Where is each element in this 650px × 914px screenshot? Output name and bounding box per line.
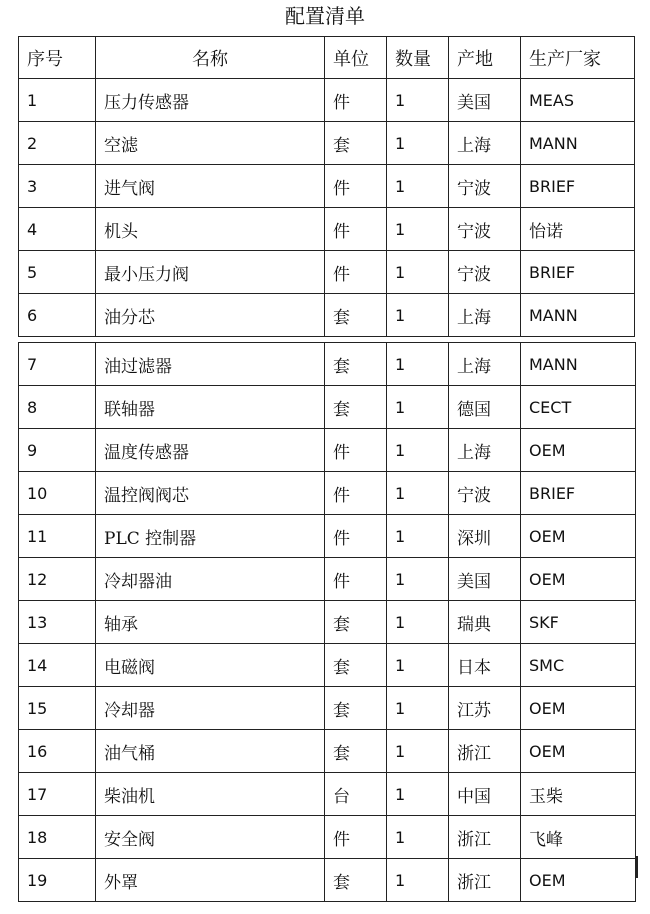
- cell-unit: 套: [325, 859, 387, 902]
- cell-index: 14: [19, 644, 96, 687]
- table-row: [19, 730, 636, 773]
- cell-unit: 件: [325, 251, 387, 294]
- header-qty: 数量: [387, 37, 449, 79]
- cell-name: 最小压力阀: [96, 251, 325, 294]
- cell-qty: 1: [387, 79, 449, 122]
- cell-maker: BRIEF: [521, 251, 635, 294]
- table-row: [19, 79, 635, 122]
- table-row: [19, 472, 636, 515]
- table-row: [19, 208, 635, 251]
- cell-index: 2: [19, 122, 96, 165]
- cell-unit: 件: [325, 429, 387, 472]
- cell-index: 15: [19, 687, 96, 730]
- cell-name: PLC 控制器: [96, 515, 325, 558]
- cell-origin: 深圳: [449, 515, 521, 558]
- table-row: [19, 251, 635, 294]
- cell-maker: BRIEF: [521, 165, 635, 208]
- header-index: 序号: [19, 37, 96, 79]
- cell-name: 冷却器油: [96, 558, 325, 601]
- cell-index: 10: [19, 472, 96, 515]
- cell-origin: 上海: [449, 122, 521, 165]
- cell-qty: 1: [387, 730, 449, 773]
- cell-index: 19: [19, 859, 96, 902]
- cell-qty: 1: [387, 429, 449, 472]
- cell-maker: OEM: [521, 687, 636, 730]
- cell-unit: 套: [325, 294, 387, 337]
- cell-name: 联轴器: [96, 386, 325, 429]
- config-table-part-2: [18, 342, 636, 902]
- table-row: [19, 429, 636, 472]
- cell-name: 电磁阀: [96, 644, 325, 687]
- cell-qty: 1: [387, 208, 449, 251]
- cell-unit: 套: [325, 644, 387, 687]
- cell-index: 17: [19, 773, 96, 816]
- cell-qty: 1: [387, 773, 449, 816]
- table-row: [19, 687, 636, 730]
- cell-maker: 玉柴: [521, 773, 636, 816]
- cell-name: 空滤: [96, 122, 325, 165]
- cell-qty: 1: [387, 601, 449, 644]
- table-row: [19, 122, 635, 165]
- table-row: [19, 859, 636, 902]
- table-row: [19, 386, 636, 429]
- cell-name: 进气阀: [96, 165, 325, 208]
- cell-index: 5: [19, 251, 96, 294]
- cell-maker: SMC: [521, 644, 636, 687]
- cell-origin: 上海: [449, 343, 521, 386]
- cell-origin: 浙江: [449, 816, 521, 859]
- header-name: 名称: [96, 37, 325, 79]
- cell-origin: 德国: [449, 386, 521, 429]
- cell-origin: 美国: [449, 558, 521, 601]
- cell-qty: 1: [387, 165, 449, 208]
- cell-maker: OEM: [521, 429, 636, 472]
- cell-name: 柴油机: [96, 773, 325, 816]
- cell-name: 安全阀: [96, 816, 325, 859]
- cell-qty: 1: [387, 472, 449, 515]
- table-row: [19, 644, 636, 687]
- cell-name: 油过滤器: [96, 343, 325, 386]
- cell-qty: 1: [387, 558, 449, 601]
- cell-unit: 件: [325, 472, 387, 515]
- cell-name: 油分芯: [96, 294, 325, 337]
- cell-maker: 飞峰: [521, 816, 636, 859]
- cell-qty: 1: [387, 515, 449, 558]
- table-row: [19, 601, 636, 644]
- cell-origin: 美国: [449, 79, 521, 122]
- table-row: [19, 515, 636, 558]
- stray-border-mark: [636, 856, 638, 878]
- cell-maker: MEAS: [521, 79, 635, 122]
- cell-origin: 日本: [449, 644, 521, 687]
- document-title: 配置清单: [285, 4, 365, 28]
- cell-index: 13: [19, 601, 96, 644]
- cell-maker: OEM: [521, 558, 636, 601]
- cell-qty: 1: [387, 343, 449, 386]
- cell-origin: 浙江: [449, 859, 521, 902]
- cell-origin: 宁波: [449, 165, 521, 208]
- cell-unit: 件: [325, 816, 387, 859]
- cell-qty: 1: [387, 122, 449, 165]
- cell-unit: 套: [325, 122, 387, 165]
- cell-name: 外罩: [96, 859, 325, 902]
- cell-origin: 中国: [449, 773, 521, 816]
- cell-origin: 宁波: [449, 251, 521, 294]
- cell-index: 1: [19, 79, 96, 122]
- cell-name: 油气桶: [96, 730, 325, 773]
- cell-maker: SKF: [521, 601, 636, 644]
- cell-name: 压力传感器: [96, 79, 325, 122]
- cell-name: 温度传感器: [96, 429, 325, 472]
- cell-index: 6: [19, 294, 96, 337]
- table-row: [19, 558, 636, 601]
- cell-unit: 件: [325, 515, 387, 558]
- cell-index: 7: [19, 343, 96, 386]
- cell-unit: 件: [325, 79, 387, 122]
- cell-origin: 宁波: [449, 472, 521, 515]
- cell-qty: 1: [387, 859, 449, 902]
- cell-name: 温控阀阀芯: [96, 472, 325, 515]
- cell-unit: 件: [325, 208, 387, 251]
- cell-name: 轴承: [96, 601, 325, 644]
- header-unit: 单位: [325, 37, 387, 79]
- table-row: [19, 294, 635, 337]
- cell-unit: 套: [325, 687, 387, 730]
- cell-unit: 件: [325, 558, 387, 601]
- cell-maker: OEM: [521, 859, 636, 902]
- cell-qty: 1: [387, 816, 449, 859]
- cell-index: 9: [19, 429, 96, 472]
- cell-origin: 上海: [449, 294, 521, 337]
- cell-index: 11: [19, 515, 96, 558]
- cell-index: 4: [19, 208, 96, 251]
- cell-index: 18: [19, 816, 96, 859]
- cell-maker: MANN: [521, 343, 636, 386]
- header-origin: 产地: [449, 37, 521, 79]
- cell-maker: OEM: [521, 515, 636, 558]
- cell-name: 冷却器: [96, 687, 325, 730]
- table-row: [19, 165, 635, 208]
- config-table-part-1: [18, 36, 635, 337]
- cell-qty: 1: [387, 687, 449, 730]
- cell-index: 8: [19, 386, 96, 429]
- cell-unit: 套: [325, 386, 387, 429]
- cell-origin: 瑞典: [449, 601, 521, 644]
- cell-origin: 宁波: [449, 208, 521, 251]
- cell-unit: 件: [325, 165, 387, 208]
- cell-index: 12: [19, 558, 96, 601]
- cell-qty: 1: [387, 294, 449, 337]
- cell-qty: 1: [387, 251, 449, 294]
- cell-qty: 1: [387, 386, 449, 429]
- cell-origin: 浙江: [449, 730, 521, 773]
- cell-maker: MANN: [521, 122, 635, 165]
- cell-maker: 怡诺: [521, 208, 635, 251]
- cell-index: 16: [19, 730, 96, 773]
- table-row: [19, 816, 636, 859]
- cell-origin: 上海: [449, 429, 521, 472]
- cell-index: 3: [19, 165, 96, 208]
- cell-maker: OEM: [521, 730, 636, 773]
- cell-maker: CECT: [521, 386, 636, 429]
- cell-origin: 江苏: [449, 687, 521, 730]
- cell-maker: MANN: [521, 294, 635, 337]
- cell-unit: 套: [325, 730, 387, 773]
- cell-maker: BRIEF: [521, 472, 636, 515]
- cell-unit: 台: [325, 773, 387, 816]
- table-header-row: [19, 37, 635, 79]
- table-row: [19, 773, 636, 816]
- table-row: [19, 343, 636, 386]
- cell-qty: 1: [387, 644, 449, 687]
- header-maker: 生产厂家: [521, 37, 635, 79]
- cell-name: 机头: [96, 208, 325, 251]
- cell-unit: 套: [325, 601, 387, 644]
- cell-unit: 套: [325, 343, 387, 386]
